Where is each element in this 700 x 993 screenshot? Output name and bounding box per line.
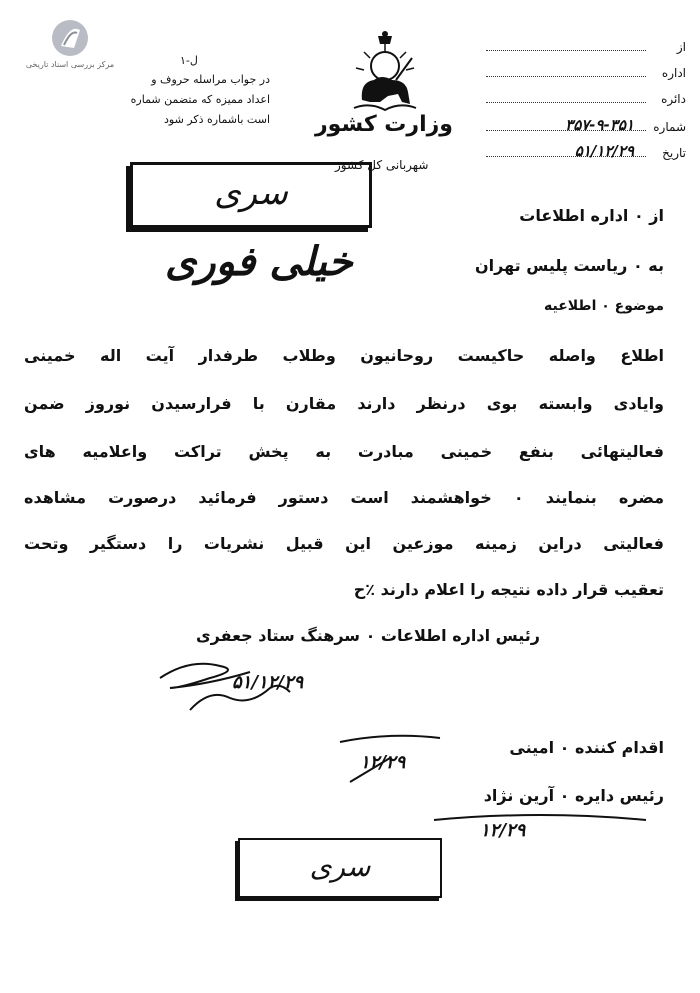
- reference-line: است باشماره ذکر شود: [164, 113, 270, 126]
- letter-from: از ۰ اداره اطلاعات: [519, 206, 664, 225]
- archive-logo-icon: [50, 18, 90, 58]
- letter-body-line: فعالیتی دراین زمینه موزعین این قبیل نشریات را دستگیر وتحت: [24, 534, 664, 553]
- secret-stamp: [238, 838, 442, 898]
- field-value: ۵۱/۱۲/۲۹: [574, 142, 634, 160]
- field-label: اداره: [661, 66, 686, 80]
- field-office: [486, 92, 686, 110]
- field-department: [486, 66, 686, 84]
- action-date: ۱۲/۲۹: [360, 752, 406, 773]
- letter-body-line: تعقیب قرار داده نتیجه را اعلام دارند ٪ح: [353, 580, 664, 599]
- field-number: [486, 116, 686, 138]
- field-from: [486, 40, 686, 58]
- letter-body-line: مضره بنمایند ۰ خواهشمند است دستور فرمائید درصورت مشاهده: [24, 488, 664, 507]
- urgency-note: خیلی فوری: [165, 238, 353, 285]
- field-label: دائره: [661, 92, 686, 106]
- lion-and-sun-emblem-icon: [340, 30, 430, 120]
- field-value: ۳۵۷-۹-۳۵۱: [565, 116, 634, 134]
- letter-signature: رئیس اداره اطلاعات ۰ سرهنگ ستاد جعفری: [196, 626, 540, 645]
- reference-line: در جواب مراسله حروف و: [151, 73, 270, 86]
- secret-stamp-text: سری: [214, 173, 288, 213]
- watermark-label: مرکز بررسی اسناد تاریخی: [25, 60, 115, 69]
- chief-date: ۱۲/۲۹: [480, 820, 526, 841]
- secret-stamp-text: سری: [309, 850, 371, 883]
- letter-subject: موضوع ۰ اطلاعیه: [543, 298, 664, 314]
- field-label: تاریخ: [662, 146, 686, 160]
- ministry-title: وزارت کشور: [315, 112, 453, 137]
- field-dotted-line: [486, 50, 646, 51]
- underline-stroke-icon: [430, 806, 650, 836]
- letter-body-line: اطلاع واصله حاکیست روحانیون وطلاب طرفدار آیت اله خمینی: [24, 346, 664, 365]
- letter-to: به ۰ ریاست پلیس تهران: [474, 256, 664, 275]
- signature-date-note: ۵۱/۱۲/۲۹: [232, 672, 304, 693]
- action-by: اقدام کننده ۰ امینی: [509, 738, 664, 757]
- reference-line: اعداد ممیزه که متضمن شماره: [130, 93, 270, 106]
- field-dotted-line: [486, 102, 646, 103]
- archive-watermark: [10, 18, 130, 88]
- letter-body-line: وایادی وابسته بوی درنظر دارند مقارن با فرارسیدن نوروز ضمن: [24, 394, 664, 413]
- letter-body-line: فعالیتهائی بنفع خمینی مبادرت به پخش تراکت واعلامیه های: [24, 442, 664, 461]
- field-date: [486, 142, 686, 164]
- department-chief: رئیس دایره ۰ آرین نژاد: [483, 786, 664, 805]
- province-subtitle: شهربانی کل کشور: [335, 158, 429, 172]
- secret-stamp: [130, 162, 372, 228]
- reference-code: ل-۱: [180, 54, 198, 67]
- field-dotted-line: [486, 76, 646, 77]
- field-label: شماره: [653, 120, 686, 134]
- field-label: از: [676, 40, 686, 54]
